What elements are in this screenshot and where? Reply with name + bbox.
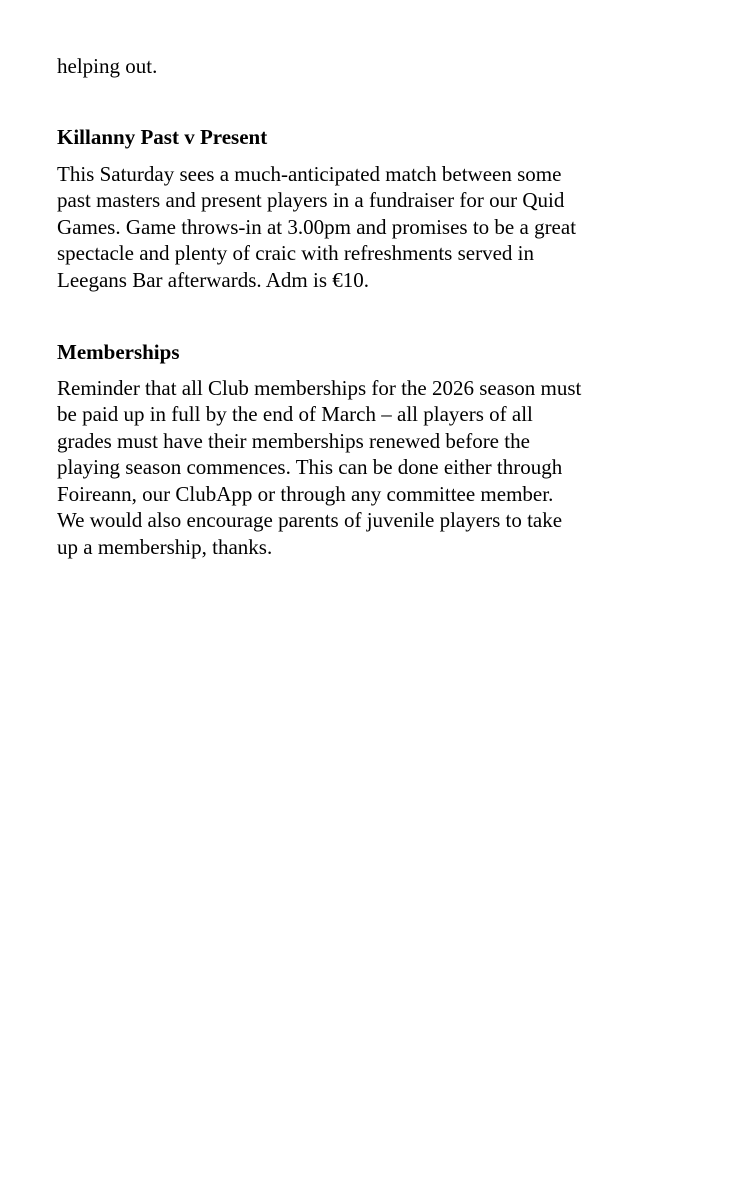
paragraph-line: We would also encourage parents of juvenile players to take [57, 508, 563, 532]
section-heading: Memberships [57, 340, 180, 364]
paragraph-line: up a membership, thanks. [57, 535, 273, 559]
paragraph-line: Reminder that all Club memberships for the 2026 season must [57, 376, 582, 400]
section-heading: Killanny Past v Present [57, 125, 268, 149]
intro-continuation: helping out. [57, 54, 158, 78]
paragraph-line: past masters and present players in a fundraiser for our Quid [57, 188, 565, 212]
paragraph-line: playing season commences. This can be done either through [57, 455, 563, 479]
paragraph-line: Games. Game throws-in at 3.00pm and promises to be a great [57, 215, 577, 239]
paragraph-line: This Saturday sees a much-anticipated match between some [57, 162, 562, 186]
paragraph-line: spectacle and plenty of craic with refreshments served in [57, 241, 534, 265]
paragraph-line: Leegans Bar afterwards. Adm is €10. [57, 268, 369, 292]
paragraph-line: grades must have their memberships renewed before the [57, 429, 530, 453]
paragraph-line: Foireann, our ClubApp or through any committee member. [57, 482, 554, 506]
paragraph-line: be paid up in full by the end of March – all players of all [57, 402, 533, 426]
